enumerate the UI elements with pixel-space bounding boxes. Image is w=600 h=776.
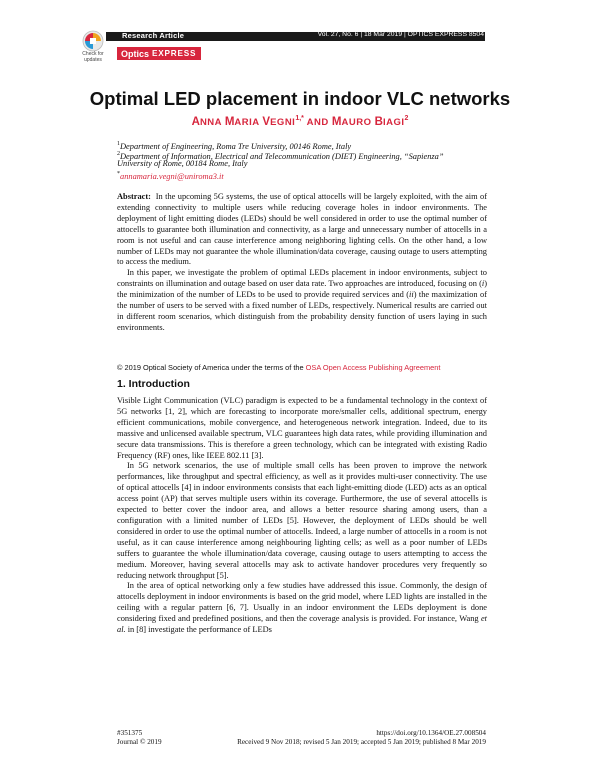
intro-body (117, 396, 487, 636)
author-2-part-2: IAGI (382, 116, 405, 128)
email-sup: * (117, 171, 120, 177)
email-line (117, 169, 224, 182)
crossmark-badge[interactable] (78, 30, 108, 63)
intro-paragraph-1: Visible Light Communication (VLC) paradigm is expected to be a fundamental technology in the context of 5G networks [1, 2], which are forecasting to incorporate more/smaller cells, additional spectrum, energy efficient communications, mobile convergence, and heterogeneous network integration. Indeed, due to its massive and unlicensed available spectrum, VLC guarantees high data rates, while providing illumination and secure data transmissions. This is therefore a green technology, which can be integrated with existing Radio Frequency (RF) ones, like IEEE 802.11 [3]. (117, 396, 487, 460)
author-1-part-2: ARIA (234, 116, 263, 128)
intro-paragraph-3 (117, 581, 487, 636)
author-and: AND (303, 116, 332, 128)
abstract-p2-a: In this paper, we investigate the problem of optimal LEDs placement in indoor environments, subject to constraints on illumination and outage based on user data rate. Two approaches are introduced, focusing on ( (117, 268, 487, 289)
abstract-p2-i: i (481, 279, 485, 289)
article-type: Research Article (122, 31, 185, 40)
aff2-text-1: Department of Information, Electrical and Telecommunication (DIET) Engineering, “Sapienza” (120, 151, 444, 161)
author-email-link[interactable]: annamaria.vegni@uniroma3.it (120, 171, 224, 181)
author-1-sup: 1,* (295, 115, 304, 122)
license-link[interactable]: OSA Open Access Publishing Agreement (305, 363, 441, 372)
copyright-text: © 2019 Optical Society of America under the terms of the (117, 363, 306, 372)
section-heading-intro: 1. Introduction (117, 378, 190, 390)
abstract-p2-ii: ii (409, 290, 414, 300)
author-2-initial: M (331, 115, 342, 128)
journal-logo (117, 47, 201, 60)
affiliation-2-cont: University of Rome, 00184 Rome, Italy (117, 159, 248, 168)
crossmark-label-2: updates (84, 56, 102, 63)
aff2-sup: 2 (117, 151, 120, 157)
abstract (117, 192, 487, 334)
intro-paragraph-2: In 5G network scenarios, the use of multiple small cells has been proven to improve the network performances, like throughput and spectral efficiency, as well as it provides multi-user connectivity. The use of optical attocells [4] in indoor environments consists that each light-emitting diode (LED) acts as an optical access point (AP) that serves multiple users within its coverage. Furthermore, the use of several attocells is expected to better cover the indoor area, and allows a better resource sharing among users, than a configuration with a limited number of LEDs [5]. However, the deployment of LEDs should be well considered in order to use the optimal number of attocells. Indeed, a large number of attocells in a room is not useful, as it can cause interference among neighbouring lighting cells; as well as a poor number of LEDs suffers to guarantee the whole illumination/data coverage, causing outage to users attempting to access the medium. Moreover, having several attocells may ask to activate handover procedures very frequently so reducing network throughput [5]. (117, 461, 487, 580)
abstract-label: Abstract: (117, 192, 151, 201)
footer-dates: Received 9 Nov 2018; revised 5 Jan 2019; accepted 5 Jan 2019; published 8 Mar 2019 (237, 738, 486, 746)
copyright-line (117, 363, 440, 372)
journal-name-part1: Optics (121, 48, 150, 59)
author-line (0, 115, 600, 128)
author-1-initial: A (191, 115, 200, 128)
abstract-p2-b: ) the minimization of the number of LEDs to be used to provide required services and ( (117, 279, 487, 300)
author-1-part-3: EGNI (270, 116, 296, 128)
crossmark-icon (82, 30, 104, 52)
abstract-text: In the upcoming 5G systems, the use of optical attocells will be largely exploited, with the aim of extending connectivity to multiple users while reducing coverage holes in indoor environments. The deployment of light emitting diodes (LEDs) should be well considered in order to use the optimal number of attocells to guarantee both illumination and connectivity, as a large and unnecessary number of attocells in a room is not useful and can cause interference among neighboring lighting cells. On the other hand, a low number of LEDs may not guarantee the whole illumination/data coverage, causing outage to users attempting to access the medium. (117, 192, 488, 267)
journal-name-part2: EXPRESS (152, 49, 197, 58)
footer-id: #351375 (117, 729, 143, 737)
author-2-part: AURO (341, 116, 375, 128)
aff1-text: Department of Engineering, Roma Tre University, 00146 Rome, Italy (120, 141, 352, 151)
aff1-sup: 1 (117, 141, 120, 147)
author-1-part: NNA (199, 116, 225, 128)
author-2-initial-2: B (374, 115, 383, 128)
intro-p3-etal: et al. (117, 614, 487, 635)
author-1-initial-3: V (262, 115, 271, 128)
crossmark-label-1: Check for (82, 51, 104, 57)
author-1-initial-2: M (224, 115, 235, 128)
volume-info: Vol. 27, No. 6 | 18 Mar 2019 | OPTICS EXPRESS 8504 (317, 31, 484, 38)
author-2-sup: 2 (404, 115, 409, 122)
footer-journal: Journal © 2019 (117, 738, 162, 746)
page-title: Optimal LED placement in indoor VLC networks (89, 88, 511, 109)
abstract-p2-c: ) the maximization of the number of users to be served with a fixed number of LEDs, respectively. Numerical results are carried out in different room scenarios, which distinguish from the probability density function of users laying in such environments. (117, 290, 487, 332)
footer-doi-link[interactable]: https://doi.org/10.1364/OE.27.008504 (376, 729, 486, 737)
intro-p3-b: in [8] investigate the performance of LEDs (125, 625, 272, 635)
intro-p3-a: In the area of optical networking only a few studies have addressed this issue. Commonly, the design of attocells deployment in indoor environments is based on the grid model, where LED lights are installed in the ceiling with a regular pattern [6, 7]. Usually in an indoor environment the LEDs deployment is done considering fixed and predefined positions, and then the coverage analysis is provided. For instance, Wang (117, 581, 487, 624)
